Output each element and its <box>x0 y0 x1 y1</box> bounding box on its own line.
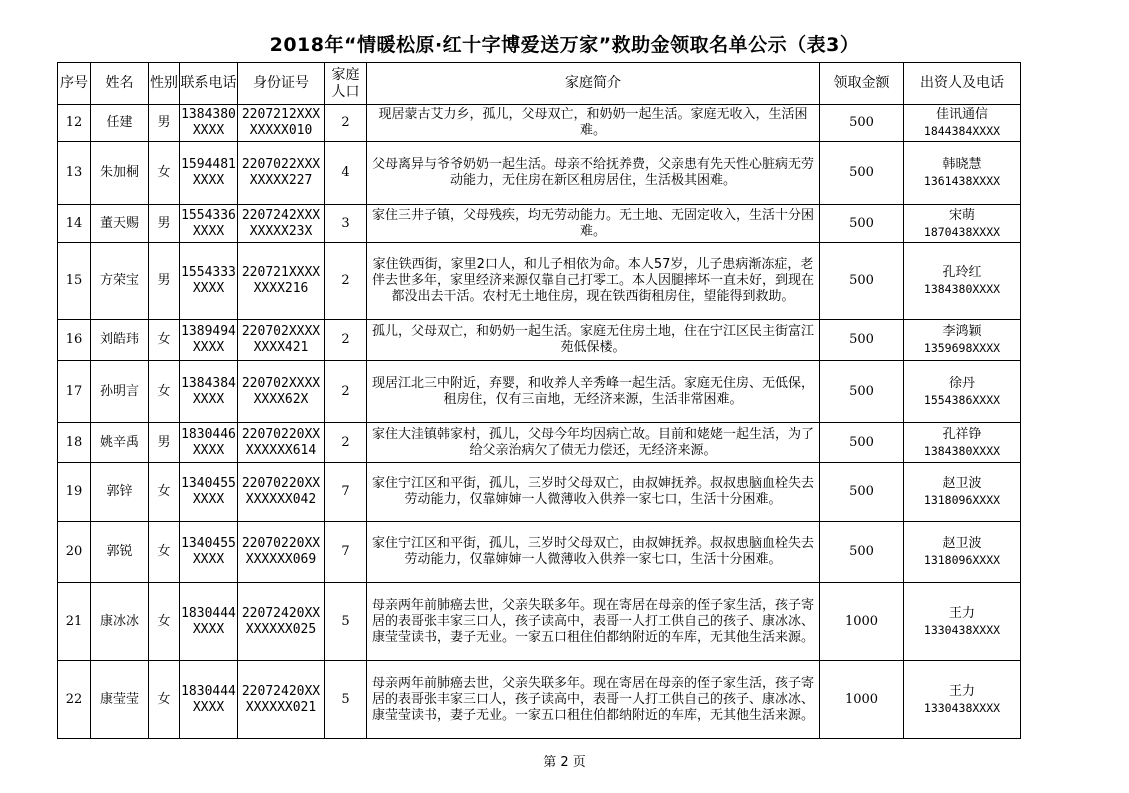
sponsor-name: 赵卫波 <box>942 536 982 551</box>
row-sponsor <box>904 361 1021 423</box>
row-household: 7 <box>325 463 367 522</box>
header-gender: 性别 <box>149 63 180 105</box>
row-amount: 500 <box>820 243 904 320</box>
row-gender: 女 <box>149 661 180 739</box>
row-amount: 500 <box>820 423 904 463</box>
table-row <box>58 463 1021 522</box>
row-family-intro: 家住铁西街，家里2口人，和儿子相依为命。本人57岁，儿子患病渐冻症，老伴去世多年，家里经济来源仅靠自己打零工。本人因腿摔坏一直未好，到现在都没出去干活。农村无土地住房，现在铁西街租房住，望能得到救助。 <box>367 243 820 320</box>
row-id-number: 220702XXXXXXXX62X <box>238 361 325 423</box>
row-id-number: 220702XXXXXXXX421 <box>238 320 325 361</box>
row-amount: 500 <box>820 142 904 205</box>
table-row <box>58 243 1021 320</box>
sponsor-phone: 1318096XXXX <box>923 553 1001 567</box>
row-sponsor <box>904 105 1021 142</box>
sponsor-name: 孔玲红 <box>942 265 982 280</box>
sponsor-phone: 1554386XXXX <box>923 392 1001 407</box>
row-name: 朱加桐 <box>91 142 149 205</box>
row-family-intro: 家住大洼镇韩家村，孤儿，父母今年均因病亡故。目前和姥姥一起生活，为了给父亲治病欠了债无力偿还，无经济来源。 <box>367 423 820 463</box>
row-phone: 1830446XXXX <box>180 423 238 463</box>
sponsor-phone: 1318096XXXX <box>923 493 1001 507</box>
table-row <box>58 205 1021 243</box>
row-amount: 500 <box>820 463 904 522</box>
row-sponsor <box>904 583 1021 661</box>
header-name: 姓名 <box>91 63 149 105</box>
row-phone: 1340455XXXX <box>180 522 238 583</box>
row-seq: 13 <box>58 142 91 205</box>
row-seq: 15 <box>58 243 91 320</box>
header-row <box>58 63 1021 105</box>
row-id-number: 22070220XXXXXXXX614 <box>238 423 325 463</box>
row-sponsor <box>904 142 1021 205</box>
table-row <box>58 142 1021 205</box>
header-amount: 领取金额 <box>820 63 904 105</box>
row-id-number: 22072420XXXXXXXX021 <box>238 661 325 739</box>
row-name: 郭锌 <box>91 463 149 522</box>
row-name: 郭锐 <box>91 522 149 583</box>
sponsor-name: 徐丹 <box>948 375 975 391</box>
row-household: 7 <box>325 522 367 583</box>
row-name: 康冰冰 <box>91 583 149 661</box>
row-seq: 20 <box>58 522 91 583</box>
row-phone: 1830444XXXX <box>180 661 238 739</box>
sponsor-phone: 1844384XXXX <box>923 124 1001 138</box>
header-household: 家庭人口 <box>325 63 367 105</box>
row-sponsor <box>904 463 1021 522</box>
row-name: 康莹莹 <box>91 661 149 739</box>
row-household: 2 <box>325 361 367 423</box>
sponsor-phone: 1361438XXXX <box>923 174 1001 188</box>
row-household: 2 <box>325 320 367 361</box>
row-amount: 1000 <box>820 583 904 661</box>
row-name: 姚辛禹 <box>91 423 149 463</box>
table-body <box>58 105 1021 739</box>
row-amount: 500 <box>820 205 904 243</box>
row-amount: 500 <box>820 320 904 361</box>
row-id-number: 22070220XXXXXXXX069 <box>238 522 325 583</box>
row-gender: 男 <box>149 205 180 243</box>
row-gender: 女 <box>149 142 180 205</box>
row-id-number: 220721XXXXXXXX216 <box>238 243 325 320</box>
row-gender: 女 <box>149 463 180 522</box>
row-id-number: 22072420XXXXXXXX025 <box>238 583 325 661</box>
row-seq: 22 <box>58 661 91 739</box>
row-amount: 1000 <box>820 661 904 739</box>
sponsor-name: 王力 <box>948 605 975 621</box>
header-id: 身份证号 <box>238 63 325 105</box>
sponsor-phone: 1359698XXXX <box>923 341 1001 355</box>
row-gender: 男 <box>149 423 180 463</box>
sponsor-phone: 1330438XXXX <box>923 700 1001 715</box>
row-sponsor <box>904 522 1021 583</box>
row-phone: 1594481XXXX <box>180 142 238 205</box>
row-household: 3 <box>325 205 367 243</box>
row-sponsor <box>904 205 1021 243</box>
sponsor-phone: 1384380XXXX <box>923 443 1001 458</box>
row-phone: 1554333XXXX <box>180 243 238 320</box>
row-amount: 500 <box>820 361 904 423</box>
sponsor-phone: 1330438XXXX <box>923 622 1001 637</box>
row-sponsor <box>904 661 1021 739</box>
header-intro: 家庭简介 <box>367 63 820 105</box>
row-family-intro: 家住宁江区和平街，孤儿，三岁时父母双亡，由叔婶抚养。叔叔患脑血栓失去劳动能力，仅靠婶婶一人微薄收入供养一家七口，生活十分困难。 <box>367 522 820 583</box>
row-seq: 21 <box>58 583 91 661</box>
row-household: 4 <box>325 142 367 205</box>
row-gender: 女 <box>149 320 180 361</box>
row-id-number: 2207022XXXXXXXX227 <box>238 142 325 205</box>
sponsor-name: 赵卫波 <box>942 476 982 491</box>
sponsor-name: 孔祥铮 <box>942 426 982 442</box>
table-row <box>58 105 1021 142</box>
row-family-intro: 母亲两年前肺癌去世，父亲失联多年。现在寄居在母亲的侄子家生活，孩子寄居的表哥张丰家三口人，孩子读高中，表哥一人打工供自己的孩子、康冰冰、康莹莹读书，妻子无业。一家五口租住伯都纳附近的车库，无其他生活来源。 <box>367 661 820 739</box>
row-household: 5 <box>325 661 367 739</box>
row-phone: 1384384XXXX <box>180 361 238 423</box>
row-family-intro: 父母离异与爷爷奶奶一起生活。母亲不给抚养费，父亲患有先天性心脏病无劳动能力，无住房在新区租房居住，生活极其困难。 <box>367 142 820 205</box>
row-seq: 12 <box>58 105 91 142</box>
row-gender: 女 <box>149 583 180 661</box>
row-gender: 男 <box>149 243 180 320</box>
row-family-intro: 家住宁江区和平街，孤儿，三岁时父母双亡，由叔婶抚养。叔叔患脑血栓失去劳动能力，仅靠婶婶一人微薄收入供养一家七口，生活十分困难。 <box>367 463 820 522</box>
row-phone: 1384380XXXX <box>180 105 238 142</box>
row-name: 刘皓玮 <box>91 320 149 361</box>
sponsor-phone: 1870438XXXX <box>923 224 1001 239</box>
row-household: 2 <box>325 105 367 142</box>
row-family-intro: 母亲两年前肺癌去世，父亲失联多年。现在寄居在母亲的侄子家生活，孩子寄居的表哥张丰家三口人，孩子读高中，表哥一人打工供自己的孩子、康冰冰、康莹莹读书，妻子无业。一家五口租住伯都纳附近的车库，无其他生活来源。 <box>367 583 820 661</box>
row-phone: 1830444XXXX <box>180 583 238 661</box>
row-amount: 500 <box>820 522 904 583</box>
row-name: 任建 <box>91 105 149 142</box>
row-name: 方荣宝 <box>91 243 149 320</box>
table-row <box>58 661 1021 739</box>
row-gender: 女 <box>149 361 180 423</box>
row-household: 2 <box>325 243 367 320</box>
row-id-number: 22070220XXXXXXXX042 <box>238 463 325 522</box>
page-title: 2018年“情暖松原·红十字博爱送万家”救助金领取名单公示（表3） <box>269 34 860 56</box>
row-household: 2 <box>325 423 367 463</box>
table-row <box>58 423 1021 463</box>
header-sponsor: 出资人及电话 <box>904 63 1021 105</box>
row-gender: 男 <box>149 105 180 142</box>
row-seq: 14 <box>58 205 91 243</box>
row-amount: 500 <box>820 105 904 142</box>
row-phone: 1389494XXXX <box>180 320 238 361</box>
row-family-intro: 现居蒙古艾力乡，孤儿，父母双亡，和奶奶一起生活。家庭无收入，生活困难。 <box>367 105 820 142</box>
table-row <box>58 320 1021 361</box>
row-id-number: 2207242XXXXXXXX23X <box>238 205 325 243</box>
header-seq: 序号 <box>58 63 91 105</box>
row-family-intro: 家住三井子镇，父母残疾，均无劳动能力。无土地、无固定收入，生活十分困难。 <box>367 205 820 243</box>
row-gender: 女 <box>149 522 180 583</box>
row-sponsor <box>904 423 1021 463</box>
row-seq: 18 <box>58 423 91 463</box>
sponsor-name: 李鸿颖 <box>942 324 982 339</box>
page-number: 第 2 页 <box>543 755 586 770</box>
row-phone: 1554336XXXX <box>180 205 238 243</box>
sponsor-name: 佳讯通信 <box>935 107 988 122</box>
row-seq: 16 <box>58 320 91 361</box>
row-seq: 17 <box>58 361 91 423</box>
row-family-intro: 孤儿，父母双亡，和奶奶一起生活。家庭无住房土地，住在宁江区民主街富江苑低保楼。 <box>367 320 820 361</box>
aid-recipient-table <box>57 62 1021 739</box>
sponsor-name: 宋萌 <box>948 207 975 223</box>
row-id-number: 2207212XXXXXXXX010 <box>238 105 325 142</box>
row-sponsor <box>904 320 1021 361</box>
sponsor-name: 韩晓慧 <box>942 157 982 172</box>
header-phone: 联系电话 <box>180 63 238 105</box>
table-row <box>58 361 1021 423</box>
row-name: 孙明言 <box>91 361 149 423</box>
table-row <box>58 583 1021 661</box>
row-household: 5 <box>325 583 367 661</box>
sponsor-phone: 1384380XXXX <box>923 282 1001 296</box>
sponsor-name: 王力 <box>948 683 975 699</box>
row-phone: 1340455XXXX <box>180 463 238 522</box>
row-name: 董天赐 <box>91 205 149 243</box>
row-sponsor <box>904 243 1021 320</box>
row-family-intro: 现居江北三中附近，弃婴，和收养人辛秀峰一起生活。家庭无住房、无低保，租房住，仅有三亩地，无经济来源，生活非常困难。 <box>367 361 820 423</box>
row-seq: 19 <box>58 463 91 522</box>
table-row <box>58 522 1021 583</box>
